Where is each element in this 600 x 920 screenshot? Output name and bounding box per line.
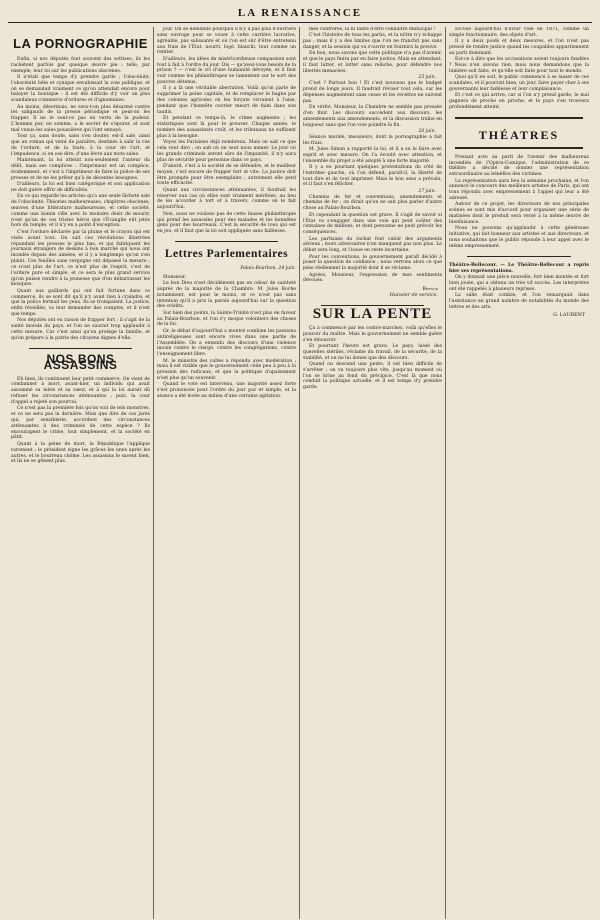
paragraph: En ce qui regarde les articles qu'a une seule lâcheté sale de l'obscénité. Théories malheureuses, chapitres obscènes, œuvres d'une littérature malheureuse, et cette société, comme une bonne ville avec le moindre désir de mourir, n'est qu'un de ces tristes héros que l'Évangile eût jetés hors du temple, et il n'y en a point d'exception. xyxy=(11,194,151,229)
paragraph: Et pendant ce temps-là, le crime augmente ; les statistiques sont là pour le prouver. Chaque année, le nombre des assassinats croît, et les tribunaux ne suffisent plus à la besogne. xyxy=(157,116,296,139)
paragraph: M. le ministre des cultes a répondu avec modération ; mais il est visible que le gouvernement cède peu à peu à la pression des radicaux, et que la politique d'apaisement n'est plus qu'un souvenir. xyxy=(157,358,296,382)
paragraph: jour. On se demande pourquoi il n'y a pas plus d'ouvriers sans ouvrage pour se vouer à cette carrière lucrative, agréable, pas salissante et où l'on est sûr d'être entretenu aux frais de l'État, nourri, logé, blanchi, tout comme un rentier. xyxy=(157,27,296,56)
paragraph: Quoi qu'il en soit, le public commence à se lasser de ces scandales, et il pourrait bien, un jour, faire payer cher à ses gouvernants leur faiblesse et leur complaisance. xyxy=(449,75,589,92)
paragraph: Et pourtant l'heure est grave. Le pays, lassé des querelles stériles, réclame du travail, de la sécurité, de la stabilité, et on ne lui donne que des discours. xyxy=(303,343,442,361)
paragraph: Quant aux gaillards qui ont fait fortune dans ce commerce, ils se sont dit qu'il n'y avait rien à craindre, et que la police fermait les yeux. Ils se trompaient. La justice, enfin réveillée, va leur demander des comptes, et il n'est que temps. xyxy=(11,288,150,318)
theatre-subhead: Théâtre-Bellecour. — Le Théâtre-Bellecour a repris hier ses représentations. xyxy=(449,262,589,274)
column-4 xyxy=(446,27,592,919)
signature-name: Bernod xyxy=(422,287,438,293)
paragraph: Il y a eu pourtant quelques protestations du côté de l'extrême gauche, où l'on défend, paraît-il, la liberté de tout dire et de tout imprimer. Mais le bon sens a prévalu, et il faut s'en féliciter. xyxy=(303,164,442,188)
signature-role: Huissier de service. xyxy=(389,293,438,299)
paragraph: En vérité, Monsieur, la Chambre ne semble pas pressée d'en finir. Les discours succèdent aux discours, les amendements aux amendements, et la discussion traîne en longueur sans que l'on voie poindre la fin. xyxy=(303,104,442,128)
article-separator xyxy=(467,256,571,257)
signature xyxy=(449,313,585,319)
paragraph: Or, le débat d'aujourd'hui a montré combien les passions antireligieuses sont encore vives dans une partie de l'Assemblée. On a entendu des discours d'une violence inouïe contre le clergé, contre les congrégations, contre l'enseignement libre. xyxy=(157,328,296,358)
paragraph: Il y a là une véritable aberration. Voilà qu'on parle de supprimer la peine capitale, et de remplacer le bagne par des colonies agricoles où les forçats vivraient à l'aise, pendant que l'honnête ouvrier meurt de faim dans son taudis. xyxy=(157,86,296,115)
column-3 xyxy=(300,27,446,919)
paragraph: C'est l'histoire de tous les partis, et la nôtre n'y échappe pas ; mais il y a des limites que l'on ne franchit pas sans danger, et la session qui va s'ouvrir en fournira la preuve. xyxy=(303,33,442,51)
entry-date: 26 juin. xyxy=(418,128,436,134)
paragraph: mes confrères, la ni tante d'être connaître municipal ! xyxy=(309,27,436,32)
paragraph: Et c'est ce qui arrive, car si l'on n'y prend garde, le mal gagnera de proche en proche, et le pays s'en trouvera profondément atteint. xyxy=(449,93,589,110)
paragraph: Quant à la peine de mort, la République l'applique rarement ; le président signe les grâces les unes après les autres, et le bourreau chôme. Les assassins le savent bien, et ils ne se gênent plus. xyxy=(11,441,150,465)
paragraph: La salle était comble, et l'on remarquait dans l'assistance un grand nombre de notabilités du monde des lettres et des arts. xyxy=(449,292,589,310)
paragraph: Quand on descend une pente, il est bien difficile de s'arrêter ; on va toujours plus vite, jusqu'au moment où l'on se brise au fond du précipice. C'est là que nous conduit la politique actuelle, et il est temps d'y prendre garde. xyxy=(303,361,442,391)
paragraph: En bon, nous savons que cette politique n'a pas d'avenir, et que le pays finira par en faire justice. Mais en attendant, il faut lutter, et lutter sans relâche, pour défendre nos libertés menacées. xyxy=(303,51,442,74)
section-rule xyxy=(455,117,583,119)
section-title-theatres: THÉATRES xyxy=(478,127,560,142)
paragraph: Il y a deux poids et deux mesures, et l'on n'est pas pressé de rendre justice quand les coupables appartiennent au parti dominant. xyxy=(449,39,589,56)
paragraph: Enfin, si nos députés font souvent des sottises, ils les rachètent parfois par quelque œuvre pie : telle, par exemple, leur loi sur les publications obscènes. xyxy=(11,56,150,74)
paragraph: Il n'était que temps d'y prendre garde ; l'obscénité, l'obscénité bête et cynique envahissait la voie publique, et on se demandait vraiment ce qu'on attendait encore pour balayer la boutique : il est été difficile d'y voir un plus scandaleux commerce d'ordures et d'ignominies. xyxy=(11,74,150,104)
paragraph: C'est ? Partout bon ! Et c'est nouveau que le budget prend de longs jours. Il faudrait réviser tout cela, car les dépenses augmentent sans cesse et les recettes ne suivent pas. xyxy=(303,81,442,104)
masthead: LA RENAISSANCE xyxy=(237,7,363,19)
section-rule xyxy=(455,147,583,149)
paragraph: La représentation aura lieu la semaine prochaine, et l'on annonce le concours des meilleurs artistes de Paris, qui ont tous répondu avec empressement à l'appel qui leur a été adressé. xyxy=(449,178,589,202)
paragraph: Le bon Dieu n'est décidément pas en odeur de sainteté auprès de la majorité de la Chambre. M. Jules Roche notamment, est pour le moins, et ce n'est pas sans intention qu'il a pris la parole aujourd'hui sur la question des crédits. xyxy=(157,281,296,310)
column-2 xyxy=(154,27,300,919)
paragraph: Maintenant, la loi atteint non-seulement l'auteur du délit, mais ses complices : l'imprimeur est un complice, évidemment, et c'est à l'imprimeur de faire la police de ses presses et de ne les prêter qu'à de décentes besognes. xyxy=(11,158,150,181)
paragraph: D'abord, c'est à la société de se défendre, et le meilleur moyen, c'est encore de frapper fort et vite. La justice doit être prompte pour être exemplaire ; autrement elle perd toute efficacité. xyxy=(157,163,296,187)
paragraph: Et cependant la question est grave. Il s'agit de savoir si l'État va s'engager dans une voie qui peut coûter des centaines de millions, et dont personne ne peut prévoir les conséquences. xyxy=(303,212,442,236)
article-separator xyxy=(29,348,132,349)
paragraph: Les partisans du rachat font valoir des arguments sérieux ; leurs adversaires n'en manquent pas non plus. Le débat sera long, et l'issue en reste incertaine. xyxy=(303,236,442,254)
paragraph: C'est l'ordure déclarée par la plume et le crayon qui est visée avant tout. On sait ces révolutions illustrées répandant les presses le plus bas, et qui fabriquent les journaux étrangers de dessins à bon marché qui nous ont inondés depuis des années, et il y a longtemps qu'on s'en plaint. Ces feuilles sans vergogne ont dépassé la mesure ; ce n'est plus de l'art, ce n'est plus de l'esprit, c'est de l'ordure pure et simple, et ce sera le plus grand service qu'on puisse rendre à la jeunesse que d'en débarrasser les kiosques. xyxy=(11,229,150,288)
article-title-lettres: Lettres Parlementaires xyxy=(164,248,289,261)
dateline: Palais-Bourbon, 24 juin. xyxy=(240,265,296,271)
paragraph: Non, nous ne voulons pas de cette fausse philanthropie qui prend les assassins pour des malades et les honnêtes gens pour des bourreaux. C'est la sécurité de tous qui est en jeu, et il faut que la loi soit appliquée sans faiblesse. xyxy=(157,211,296,235)
paragraph: Ce n'est pas la première fois qu'on voit de tels monstres, et ce ne sera pas la dernière. Mais que dire de ces jurés qui, par sensiblerie, accordent des circonstances atténuantes à des criminels de cette espèce ? Ils encouragent le crime, tout simplement, et la société en pâtit. xyxy=(11,406,150,441)
paragraph: D'ailleurs, les idées de miséricordieuse compassion sont tout à fait à l'ordre du jour. Dis — qu'avez-vous besoin de la prison ? — c'est le cri d'une humanité dévoyée, et il faut voir comme les philanthropes se lamentent sur le sort des pauvres détenus. xyxy=(157,56,296,86)
paragraph: Eh bien, ils continuent leur petit commerce. On vient de condamner à mort, avant-hier, un individu qui avait assommé sa mère et sa sœur, et à qui la loi aurait dû refuser les circonstances atténuantes ; puis, la cour d'appel a rejeté son pourvoi. xyxy=(11,376,150,405)
paragraph: Autour de ce projet, les directeurs de nos principales scènes se sont mis d'accord pour organiser une série de matinées dont le produit sera versé à la même œuvre de bienfaisance. xyxy=(449,202,589,225)
signature-name: G. LAURENT xyxy=(553,313,585,319)
column-1 xyxy=(8,27,154,919)
paragraph: Quand le vote est intervenu, une majorité assez forte s'est prononcée pour l'ordre du jour pur et simple, et la séance a été levée au milieu d'une certaine agitation. xyxy=(157,382,296,400)
paragraph: Tout ça, sans doute, sans s'en douter, est-il sale, ainsi que un roman qui vient de paraître, destinés à salir la rue de l'ordure, et de la faute, à la cour de l'art, et l'impudence, si on ose dire, d'une lèvre aux mots sales. xyxy=(11,134,150,157)
entry-date: 25 juin. xyxy=(418,75,436,81)
paragraph: Quant aux circonstances atténuantes, il faudrait les réserver aux cas où elles sont vraiment méritées, au lieu de les accorder à tort et à travers, comme on le fait aujourd'hui. xyxy=(157,187,296,211)
paragraph: On y donnait une pièce nouvelle, fort bien montée et fort bien jouée, qui a obtenu un très vif succès. Les interprètes ont été rappelés à plusieurs reprises. xyxy=(449,274,589,292)
article-title-pente: SUR LA PENTE xyxy=(312,305,433,322)
article-title-assassins: NOS BONS ASSASSINS xyxy=(43,351,118,372)
paragraph: Ça a commencé par les contre-marches, voilà qu'elles le pouvoir du maître. Mais le gouvernement ne semble guère s'en émouvoir. xyxy=(303,325,442,343)
paragraph: Voyez les Parisiens déjà nombreux. Mais on sait ce que cela veut dire ; on sait où on veut nous mener. Le jour où les grands criminels seront sûrs de l'impunité, il n'y aura plus de sécurité pour personne dans ce pays. xyxy=(157,140,296,163)
article-separator xyxy=(175,241,278,242)
paragraph: Est-ce à dire que les accusations soient toujours fondées ? Nous n'en savons rien, mais nous demandons que la lumière soit faite, et qu'elle soit faite pour tout le monde. xyxy=(449,57,589,74)
paragraph: Pour les conventions, le gouvernement paraît décidé à poser la question de confiance ; nous verrons alors ce que pèse réellement la majorité dont il se réclame. xyxy=(303,254,442,272)
paragraph: Sur bien des points, la Sainte-Trinité n'est plus en faveur au Palais-Bourbon, et l'on s'y moque volontiers des choses de la foi. xyxy=(157,310,296,328)
paragraph: accusé aujourd'hui d'avoir volé en 1871, comme un simple fonctionnaire, des objets d'art. xyxy=(449,27,589,38)
paragraph: Nos députés ont eu raison de frapper fort ; il s'agit de la santé morale du pays, et l'on ne saurait trop applaudir à cette mesure. Car c'est ainsi qu'on protège la famille, et qu'on prépare à la patrie des citoyens dignes d'elle. xyxy=(11,318,150,341)
paragraph: Nous ne pouvons qu'applaudir à cette généreuse initiative, qui fait honneur aux artistes et aux directeurs, et nous souhaitons que le public réponde à leur appel avec le même empressement. xyxy=(449,226,589,249)
signature xyxy=(303,287,438,299)
paragraph: Chemins de fer et conventions, amendements et chemins de fer ; on dirait qu'on ne sait plus parler d'autre chose au Palais-Bourbon. xyxy=(303,194,442,212)
paragraph: Prenant acte au parti de l'avenir des malheureux incendiés de l'Opéra-Comique, l'administration de ce théâtre a décidé de donner une représentation extraordinaire au bénéfice des victimes. xyxy=(449,154,589,178)
paragraph: Monsieur, xyxy=(163,274,187,280)
article-title-pornographie: LA PORNOGRAPHIE xyxy=(13,36,148,51)
paragraph: D'ailleurs, la loi est bien catégorique et son application ne doit guère offrir de difficultés. xyxy=(11,182,150,193)
paragraph: Séance morale, messieurs, dont la pornographie a fait les frais. xyxy=(303,134,442,146)
paragraph: Au moins, désormais, ne sera-t-on plus désarmé contre les saligauds de la presse périodique et peut-on les frapper. Il ne le sont-ce pas en vertu de la pudeur. L'homme pur, en somme, a le secret de s'épurer, et sont mal venus les sales poussières qui l'ont ennuyé. xyxy=(11,104,150,133)
entry-date: 27 juin. xyxy=(418,188,436,194)
paragraph: M. Jules Simon a rapporté la loi, et il a su le faire avec esprit et avec mesure. On l'a écouté avec attention, et l'ensemble du projet a été adopté à une forte majorité. xyxy=(303,146,442,164)
masthead-rule xyxy=(8,22,592,23)
columns xyxy=(8,27,592,919)
paragraph: Agréez, Monsieur, l'expression de mes sentiments dévoués. xyxy=(303,272,442,284)
